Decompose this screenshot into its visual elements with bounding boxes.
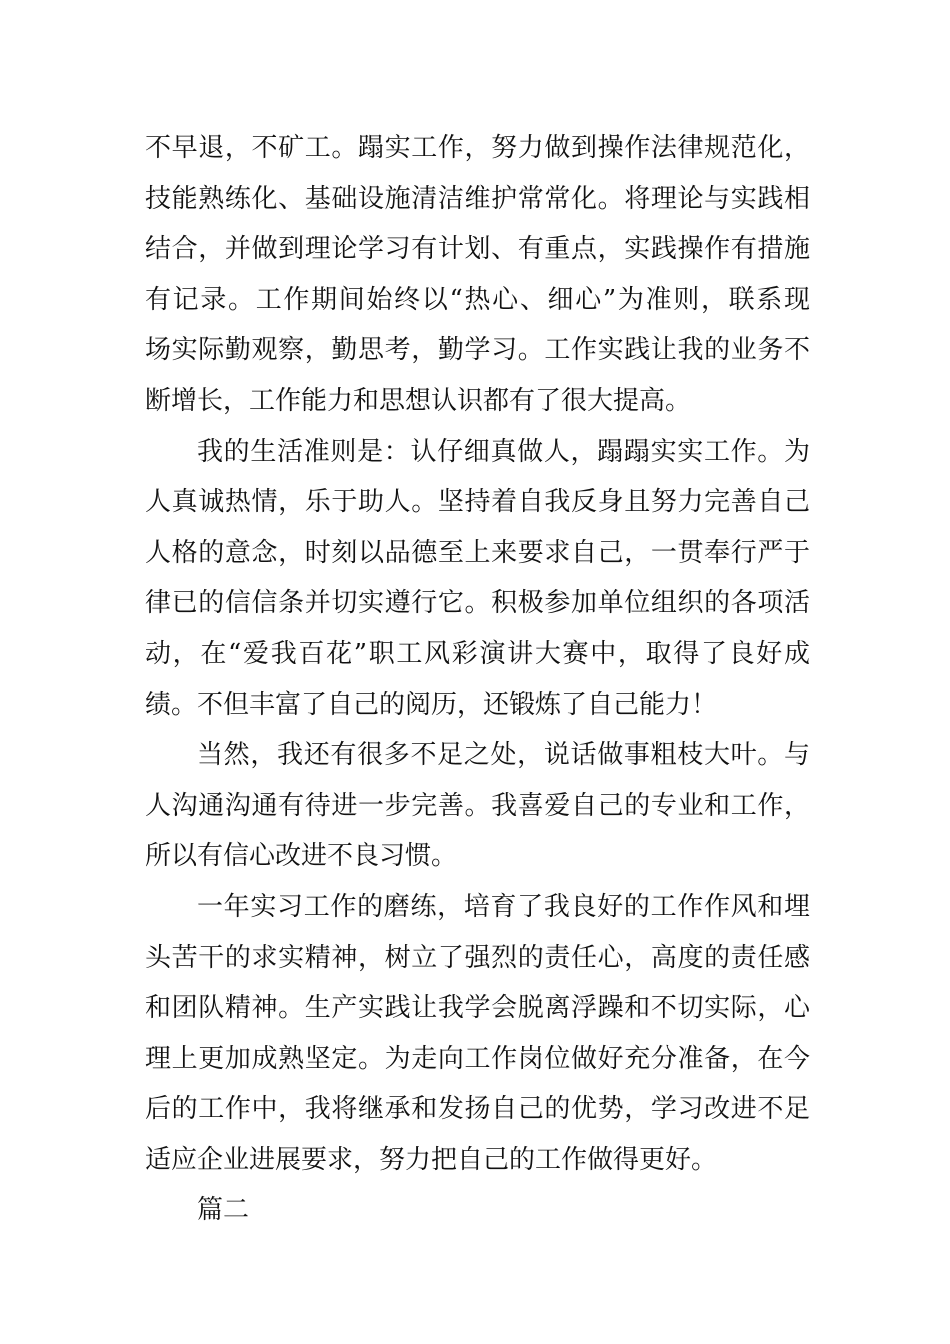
paragraph	[145, 882, 810, 1186]
text-line: 人沟通沟通有待进一步完善。我喜爱自己的专业和工作，	[145, 790, 810, 821]
text-line: 和团队精神。生产实践让我学会脱离浮躁和不切实际，心	[145, 993, 810, 1024]
text-line: 不早退，不矿工。蹋实工作，努力做到操作法律规范化，	[145, 133, 810, 163]
paragraph	[145, 730, 810, 882]
section-heading	[145, 1185, 810, 1236]
text-line: 理上更加成熟坚定。为走向工作岗位做好充分准备，在今	[145, 1043, 810, 1074]
document-body	[145, 123, 810, 1236]
section-title: 篇二	[197, 1195, 250, 1226]
text-line: 场实际勤观察，勤思考，勤学习。工作实践让我的业务不	[145, 335, 810, 366]
paragraph	[145, 427, 810, 731]
text-line: 有记录。工作期间始终以“热心、细心”为准则，联系现	[145, 284, 810, 315]
text-line: 人格的意念，时刻以品德至上来要求自己，一贯奉行严于	[145, 537, 810, 568]
text-line: 断增长，工作能力和思想认识都有了很大提高。	[145, 385, 692, 416]
paragraph	[145, 123, 810, 427]
text-line: 结合，并做到理论学习有计划、有重点，实践操作有措施	[145, 234, 810, 265]
text-line: 后的工作中，我将继承和发扬自己的优势，学习改进不足	[145, 1094, 810, 1125]
text-line: 适应企业进展要求，努力把自己的工作做得更好。	[145, 1144, 718, 1175]
text-line: 技能熟练化、基础设施清洁维护常常化。将理论与实践相	[145, 183, 810, 214]
text-line: 人真诚热情，乐于助人。坚持着自我反身且努力完善自己	[145, 487, 810, 518]
text-line: 我的生活准则是：认仔细真做人，蹋蹋实实工作。为	[197, 436, 810, 467]
text-line: 动，在“爱我百花”职工风彩演讲大赛中，取得了良好成	[145, 638, 810, 669]
text-line: 律已的信信条并切实遵行它。积极参加单位组织的各项活	[145, 588, 810, 619]
text-line: 绩。不但丰富了自己的阅历，还锻炼了自己能力！	[145, 689, 718, 720]
text-line: 一年实习工作的磨练，培育了我良好的工作作风和埋	[197, 891, 810, 922]
text-line: 头苦干的求实精神，树立了强烈的责任心，高度的责任感	[145, 942, 810, 973]
text-line: 当然，我还有很多不足之处，说话做事粗枝大叶。与	[197, 740, 810, 771]
text-line: 所以有信心改进不良习惯。	[145, 841, 458, 872]
